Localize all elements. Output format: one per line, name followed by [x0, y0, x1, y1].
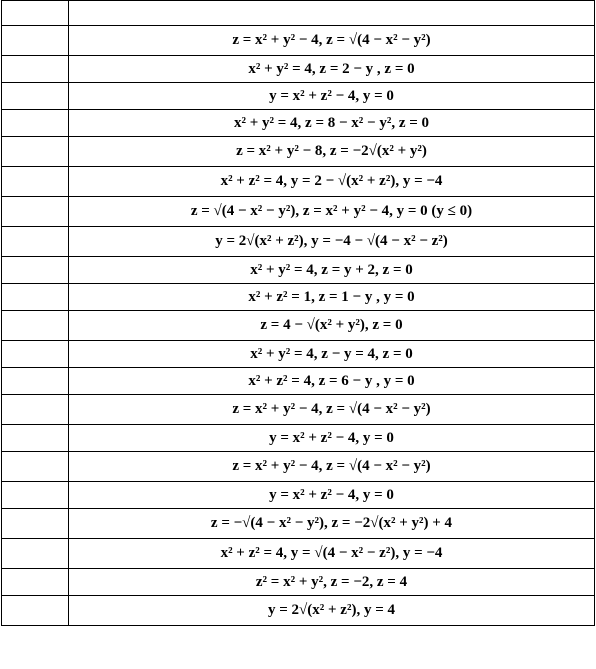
- row-number-cell: [2, 110, 69, 137]
- table-row: [2, 539, 595, 569]
- equations-table-body: [2, 1, 595, 626]
- equation-cell: z = √(4 − x² − y²), z = x² + y² − 4, y = 0 (y ≤ 0): [69, 197, 595, 227]
- row-number-cell: [2, 26, 69, 56]
- equation-cell: x² + z² = 4, z = 6 − y , y = 0: [69, 368, 595, 395]
- table-row: [2, 368, 595, 395]
- equation-cell: x² + z² = 4, y = √(4 − x² − z²), y = −4: [69, 539, 595, 569]
- table-row: [2, 257, 595, 284]
- table-row: [2, 83, 595, 110]
- table-row: [2, 569, 595, 596]
- table-row: [2, 452, 595, 482]
- table-row: [2, 137, 595, 167]
- row-number-cell: [2, 509, 69, 539]
- equation-cell: z = x² + y² − 4, z = √(4 − x² − y²): [69, 26, 595, 56]
- equation-cell: z = x² + y² − 4, z = √(4 − x² − y²): [69, 395, 595, 425]
- table-header-row: [2, 1, 595, 26]
- equation-cell: x² + z² = 1, z = 1 − y , y = 0: [69, 284, 595, 311]
- equation-cell: y = x² + z² − 4, y = 0: [69, 482, 595, 509]
- table-row: [2, 509, 595, 539]
- equations-table: [1, 0, 595, 626]
- equation-cell: y = 2√(x² + z²), y = −4 − √(4 − x² − z²): [69, 227, 595, 257]
- equation-cell: y = x² + z² − 4, y = 0: [69, 425, 595, 452]
- row-number-cell: [2, 569, 69, 596]
- table-row: [2, 197, 595, 227]
- table-row: [2, 110, 595, 137]
- equation-cell: z = 4 − √(x² + y²), z = 0: [69, 311, 595, 341]
- equation-cell: z² = x² + y², z = −2, z = 4: [69, 569, 595, 596]
- row-number-cell: [2, 257, 69, 284]
- equation-cell: z = x² + y² − 4, z = √(4 − x² − y²): [69, 452, 595, 482]
- equation-cell: x² + z² = 4, y = 2 − √(x² + z²), y = −4: [69, 167, 595, 197]
- table-row: [2, 284, 595, 311]
- row-number-cell: [2, 284, 69, 311]
- equation-cell: y = 2√(x² + z²), y = 4: [69, 596, 595, 626]
- row-number-cell: [2, 311, 69, 341]
- row-number-cell: [2, 368, 69, 395]
- table-row: [2, 482, 595, 509]
- table-row: [2, 425, 595, 452]
- equation-cell: x² + y² = 4, z − y = 4, z = 0: [69, 341, 595, 368]
- header-equation-cell: [69, 1, 595, 26]
- row-number-cell: [2, 395, 69, 425]
- row-number-cell: [2, 425, 69, 452]
- table-row: [2, 341, 595, 368]
- table-row: [2, 56, 595, 83]
- equation-cell: y = x² + z² − 4, y = 0: [69, 83, 595, 110]
- equation-cell: z = x² + y² − 8, z = −2√(x² + y²): [69, 137, 595, 167]
- table-row: [2, 167, 595, 197]
- equation-cell: z = −√(4 − x² − y²), z = −2√(x² + y²) + 4: [69, 509, 595, 539]
- row-number-cell: [2, 197, 69, 227]
- row-number-cell: [2, 137, 69, 167]
- row-number-cell: [2, 452, 69, 482]
- row-number-cell: [2, 227, 69, 257]
- row-number-cell: [2, 167, 69, 197]
- table-row: [2, 227, 595, 257]
- table-row: [2, 26, 595, 56]
- table-row: [2, 311, 595, 341]
- row-number-cell: [2, 596, 69, 626]
- row-number-cell: [2, 83, 69, 110]
- equation-cell: x² + y² = 4, z = 2 − y , z = 0: [69, 56, 595, 83]
- row-number-cell: [2, 56, 69, 83]
- table-row: [2, 395, 595, 425]
- table-row: [2, 596, 595, 626]
- equation-cell: x² + y² = 4, z = 8 − x² − y², z = 0: [69, 110, 595, 137]
- equation-cell: x² + y² = 4, z = y + 2, z = 0: [69, 257, 595, 284]
- row-number-cell: [2, 482, 69, 509]
- row-number-cell: [2, 341, 69, 368]
- row-number-cell: [2, 539, 69, 569]
- header-number-cell: [2, 1, 69, 26]
